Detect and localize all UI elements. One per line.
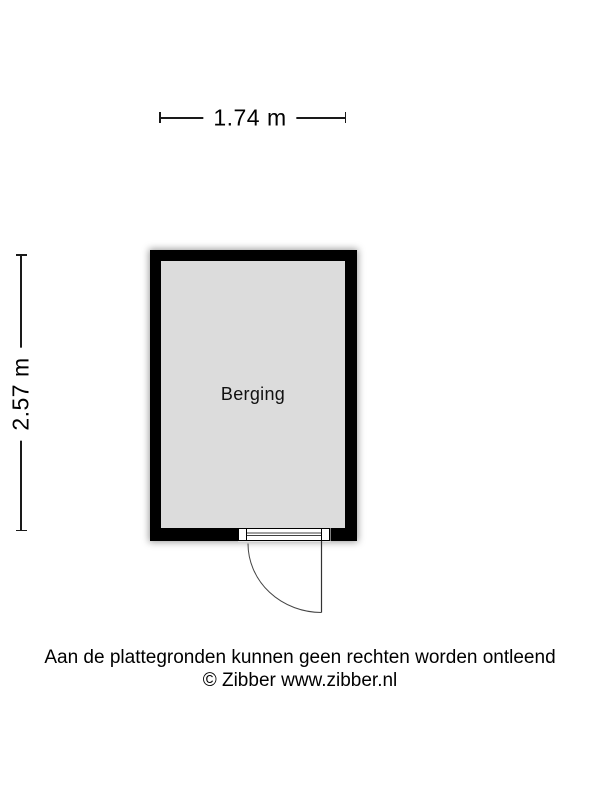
height-dimension-tick-top (16, 254, 27, 256)
height-dimension-tick-bottom (16, 530, 27, 532)
footer-disclaimer: Aan de plattegronden kunnen geen rechten worden ontleend (44, 647, 556, 668)
door-swing-arc (248, 544, 322, 613)
footer-credit: © Zibber www.zibber.nl (202, 670, 398, 691)
width-dimension-label: 1.74 m (203, 105, 296, 132)
height-dimension-label: 2.57 m (8, 347, 35, 440)
footer (0, 646, 600, 692)
width-dimension-tick-left (159, 112, 161, 123)
room-berging (150, 250, 357, 541)
room-label: Berging (220, 384, 286, 404)
width-dimension-tick-right (345, 112, 347, 123)
